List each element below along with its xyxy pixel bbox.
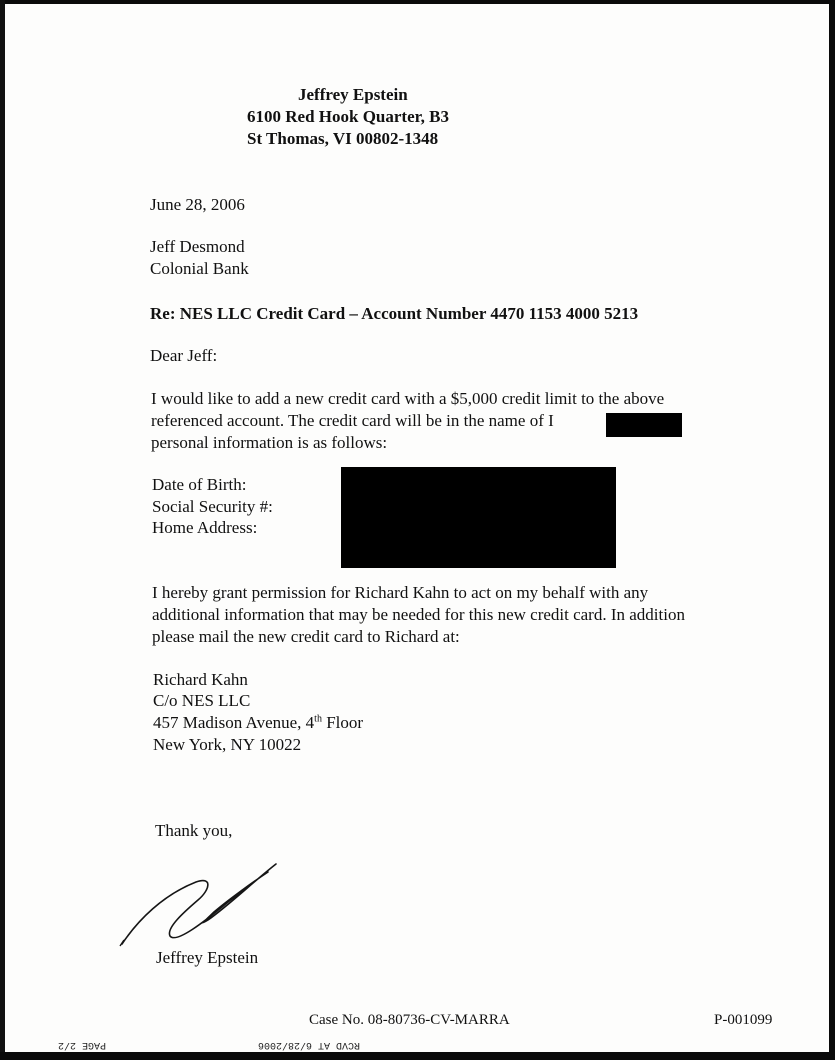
case-number: Case No. 08-80736-CV-MARRA bbox=[309, 1012, 510, 1028]
closing: Thank you, bbox=[155, 821, 233, 840]
mailing-street: 457 Madison Avenue, 4th Floor bbox=[153, 713, 364, 732]
paragraph1-line2-before: referenced account. The credit card will be in the name of I bbox=[151, 411, 554, 430]
paragraph1-line1: I would like to add a new credit card with a $5,000 credit limit to the above bbox=[151, 389, 665, 408]
redaction-name bbox=[606, 413, 682, 437]
signature-name: Jeffrey Epstein bbox=[156, 948, 259, 967]
home-address-label: Home Address: bbox=[152, 518, 258, 537]
letter-date: June 28, 2006 bbox=[150, 195, 245, 214]
fax-number-mark: RCVD AT 6/28/2006 bbox=[258, 1039, 361, 1050]
letterhead-address-line1: 6100 Red Hook Quarter, B3 bbox=[247, 107, 449, 126]
scan-border-bottom bbox=[0, 1052, 835, 1060]
letterhead-address-line2: St Thomas, VI 00802-1348 bbox=[247, 129, 439, 148]
recipient-company: Colonial Bank bbox=[150, 259, 249, 278]
scan-border-right bbox=[829, 0, 835, 1060]
ssn-label: Social Security #: bbox=[152, 497, 273, 516]
letterhead-name: Jeffrey Epstein bbox=[298, 85, 408, 104]
recipient-name: Jeff Desmond bbox=[150, 237, 245, 256]
scan-border-left bbox=[0, 0, 5, 1060]
scan-border-top bbox=[0, 0, 835, 4]
paragraph1-line3: personal information is as follows: bbox=[151, 433, 388, 452]
mailing-name: Richard Kahn bbox=[153, 670, 248, 689]
fax-page-mark: PAGE 2/2 bbox=[58, 1039, 107, 1050]
subject-line: Re: NES LLC Credit Card – Account Number 4470 1153 4000 5213 bbox=[150, 304, 639, 323]
mailing-city: New York, NY 10022 bbox=[153, 735, 302, 754]
redaction-personal-info bbox=[341, 467, 616, 568]
salutation: Dear Jeff: bbox=[150, 346, 218, 365]
paragraph1-line2 bbox=[151, 410, 670, 431]
paragraph2-line1: I hereby grant permission for Richard Kahn to act on my behalf with any bbox=[152, 583, 649, 602]
paragraph2-line3: please mail the new credit card to Richard at: bbox=[152, 627, 460, 646]
bates-number: P-001099 bbox=[714, 1012, 773, 1028]
mailing-care-of: C/o NES LLC bbox=[153, 691, 251, 710]
paragraph2-line2: additional information that may be needed for this new credit card. In addition bbox=[152, 605, 685, 624]
dob-label: Date of Birth: bbox=[152, 475, 247, 494]
handwritten-signature bbox=[118, 860, 288, 950]
